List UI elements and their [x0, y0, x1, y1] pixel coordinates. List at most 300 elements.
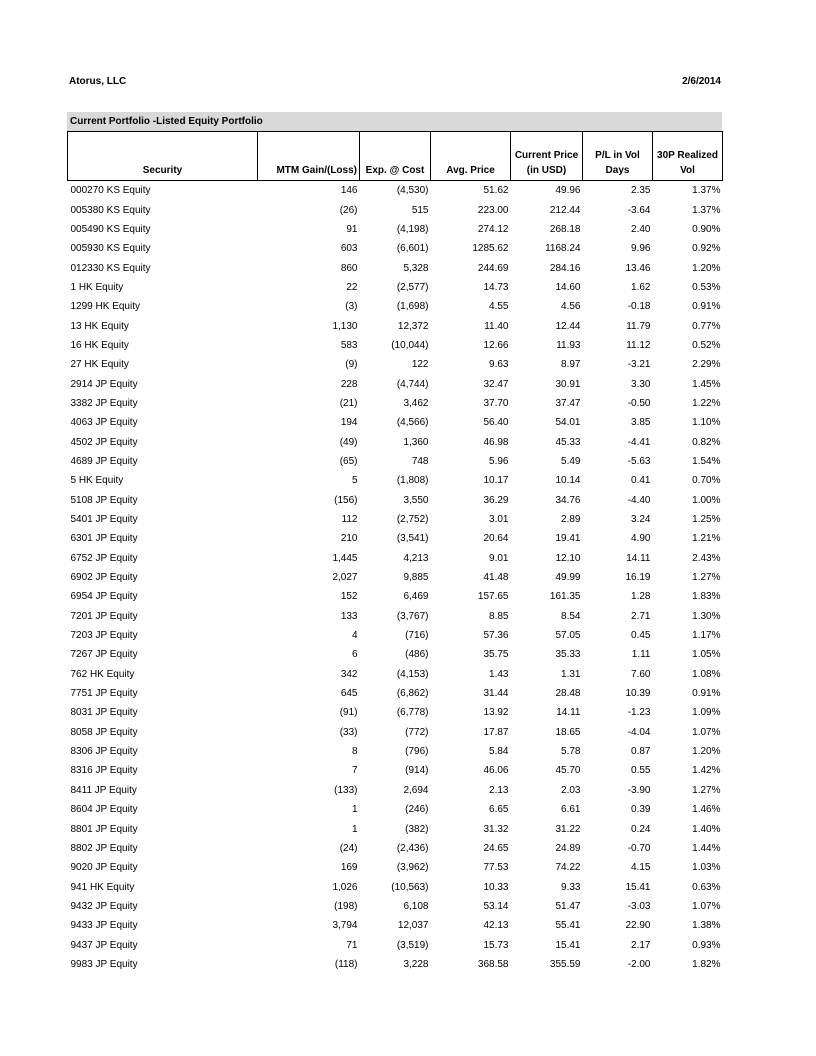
avg-price-cell: 5.96	[489, 455, 509, 467]
col-header-pl-vol-days: P/L in Vol Days	[583, 132, 653, 181]
avg-price-cell: 46.06	[483, 765, 509, 777]
portfolio-table	[67, 131, 723, 974]
exposure-at-cost-cell: 12,037	[397, 920, 429, 932]
security-cell: 7201 JP Equity	[70, 610, 138, 622]
col-header-current-price: Current Price (in USD)	[511, 132, 583, 181]
table-row	[68, 220, 723, 239]
pl-vol-days-cell: 0.55	[631, 765, 651, 777]
pl-vol-days-cell: 0.24	[631, 823, 651, 835]
current-price-cell: 49.96	[555, 185, 581, 197]
table-row	[68, 181, 723, 201]
mtm-gain-loss-cell: 112	[341, 514, 358, 526]
security-cell: 8316 JP Equity	[70, 765, 138, 777]
security-cell: 8604 JP Equity	[70, 804, 138, 816]
realized-vol-cell: 1.09%	[692, 707, 721, 719]
current-price-cell: 18.65	[555, 726, 581, 738]
col-header-security: Security	[68, 132, 258, 181]
mtm-gain-loss-cell: (49)	[339, 436, 358, 448]
col-header-mtm: MTM Gain/(Loss)	[258, 132, 360, 181]
mtm-gain-loss-cell: 133	[340, 610, 358, 622]
table-row	[68, 432, 723, 451]
security-cell: 5108 JP Equity	[70, 494, 138, 506]
avg-price-cell: 274.12	[477, 223, 509, 235]
avg-price-cell: 14.73	[483, 281, 509, 293]
pl-vol-days-cell: 3.85	[631, 417, 651, 429]
mtm-gain-loss-cell: (21)	[339, 397, 358, 409]
mtm-gain-loss-cell: 5	[351, 475, 358, 487]
current-price-cell: 24.89	[555, 842, 581, 854]
realized-vol-cell: 1.03%	[692, 862, 721, 874]
table-row	[68, 781, 723, 800]
security-cell: 16 HK Equity	[70, 339, 129, 351]
mtm-gain-loss-cell: 152	[340, 591, 358, 603]
col-header-avg-price: Avg. Price	[431, 132, 511, 181]
table-row	[68, 239, 723, 258]
avg-price-cell: 157.65	[477, 591, 509, 603]
security-cell: 005930 KS Equity	[70, 243, 151, 255]
security-cell: 9437 JP Equity	[70, 939, 138, 951]
exposure-at-cost-cell: (2,577)	[396, 281, 429, 293]
avg-price-cell: 35.75	[483, 649, 509, 661]
security-cell: 8031 JP Equity	[70, 707, 138, 719]
exposure-at-cost-cell: (2,752)	[396, 514, 429, 526]
current-price-cell: 2.89	[561, 514, 581, 526]
avg-price-cell: 12.66	[483, 339, 509, 351]
realized-vol-cell: 1.22%	[692, 397, 721, 409]
security-cell: 8058 JP Equity	[70, 726, 138, 738]
exposure-at-cost-cell: (6,862)	[396, 688, 429, 700]
realized-vol-cell: 1.42%	[692, 765, 721, 777]
security-cell: 4689 JP Equity	[70, 455, 138, 467]
exposure-at-cost-cell: (4,198)	[396, 223, 429, 235]
mtm-gain-loss-cell: 1,445	[332, 552, 358, 564]
table-header-row	[68, 132, 723, 181]
current-price-cell: 74.22	[555, 862, 581, 874]
table-row	[68, 877, 723, 896]
col-header-exposure: Exp. @ Cost	[360, 132, 431, 181]
avg-price-cell: 9.63	[489, 359, 509, 371]
pl-vol-days-cell: -0.50	[627, 397, 651, 409]
security-cell: 4063 JP Equity	[70, 417, 138, 429]
mtm-gain-loss-cell: 645	[340, 688, 358, 700]
security-cell: 005380 KS Equity	[70, 204, 151, 216]
avg-price-cell: 77.53	[483, 862, 509, 874]
current-price-cell: 10.14	[555, 475, 581, 487]
mtm-gain-loss-cell: 169	[340, 862, 358, 874]
security-cell: 1 HK Equity	[70, 281, 124, 293]
realized-vol-cell: 0.52%	[692, 339, 721, 351]
security-cell: 000270 KS Equity	[70, 185, 151, 197]
pl-vol-days-cell: 0.45	[631, 630, 651, 642]
avg-price-cell: 2.13	[489, 784, 509, 796]
current-price-cell: 28.48	[555, 688, 581, 700]
security-cell: 1299 HK Equity	[70, 301, 140, 313]
mtm-gain-loss-cell: 1	[351, 804, 358, 816]
company-name: Atorus, LLC	[69, 76, 127, 87]
security-cell: 9433 JP Equity	[70, 920, 138, 932]
exposure-at-cost-cell: 122	[411, 359, 429, 371]
realized-vol-cell: 1.20%	[692, 262, 721, 274]
pl-vol-days-cell: 2.40	[631, 223, 651, 235]
exposure-at-cost-cell: (6,778)	[396, 707, 429, 719]
realized-vol-cell: 1.10%	[692, 417, 721, 429]
table-row	[68, 452, 723, 471]
security-cell: 7203 JP Equity	[70, 630, 138, 642]
table-row	[68, 800, 723, 819]
mtm-gain-loss-cell: 2,027	[332, 572, 358, 584]
mtm-gain-loss-cell: 22	[346, 281, 358, 293]
pl-vol-days-cell: -5.63	[627, 455, 651, 467]
avg-price-cell: 15.73	[483, 939, 509, 951]
security-cell: 005490 KS Equity	[70, 223, 151, 235]
realized-vol-cell: 2.29%	[692, 359, 721, 371]
table-row	[68, 935, 723, 954]
exposure-at-cost-cell: (10,044)	[391, 339, 429, 351]
table-row	[68, 723, 723, 742]
realized-vol-cell: 1.54%	[692, 455, 721, 467]
exposure-at-cost-cell: 5,328	[403, 262, 429, 274]
current-price-cell: 31.22	[555, 823, 581, 835]
realized-vol-cell: 1.00%	[692, 494, 721, 506]
current-price-cell: 161.35	[549, 591, 581, 603]
table-row	[68, 684, 723, 703]
realized-vol-cell: 2.43%	[692, 552, 721, 564]
exposure-at-cost-cell: 9,885	[403, 572, 429, 584]
pl-vol-days-cell: 10.39	[625, 688, 651, 700]
mtm-gain-loss-cell: 146	[340, 185, 358, 197]
realized-vol-cell: 1.07%	[692, 726, 721, 738]
table-row	[68, 955, 723, 974]
security-cell: 6301 JP Equity	[70, 533, 138, 545]
exposure-at-cost-cell: 6,469	[403, 591, 429, 603]
table-row	[68, 413, 723, 432]
realized-vol-cell: 0.93%	[692, 939, 721, 951]
current-price-cell: 49.99	[555, 572, 581, 584]
exposure-at-cost-cell: 3,228	[403, 958, 429, 970]
pl-vol-days-cell: 14.11	[626, 552, 651, 564]
pl-vol-days-cell: 2.35	[631, 185, 651, 197]
realized-vol-cell: 1.37%	[692, 185, 721, 197]
mtm-gain-loss-cell: 603	[340, 243, 358, 255]
table-row	[68, 258, 723, 277]
table-row	[68, 510, 723, 529]
realized-vol-cell: 1.07%	[692, 900, 721, 912]
realized-vol-cell: 1.25%	[692, 514, 721, 526]
security-cell: 941 HK Equity	[70, 881, 135, 893]
security-cell: 6902 JP Equity	[70, 572, 138, 584]
avg-price-cell: 24.65	[483, 842, 509, 854]
exposure-at-cost-cell: (246)	[405, 804, 429, 816]
mtm-gain-loss-cell: (9)	[345, 359, 358, 371]
mtm-gain-loss-cell: (3)	[345, 301, 358, 313]
realized-vol-cell: 0.91%	[692, 301, 721, 313]
security-cell: 4502 JP Equity	[70, 436, 138, 448]
pl-vol-days-cell: 1.11	[631, 649, 651, 661]
mtm-gain-loss-cell: (198)	[334, 900, 358, 912]
pl-vol-days-cell: 11.79	[626, 320, 651, 332]
table-row	[68, 626, 723, 645]
current-price-cell: 212.44	[549, 204, 581, 216]
avg-price-cell: 9.01	[489, 552, 509, 564]
pl-vol-days-cell: -0.70	[627, 842, 651, 854]
pl-vol-days-cell: -3.03	[627, 900, 651, 912]
exposure-at-cost-cell: (4,153)	[396, 668, 429, 680]
current-price-cell: 14.60	[555, 281, 581, 293]
current-price-cell: 45.33	[555, 436, 581, 448]
table-row	[68, 278, 723, 297]
mtm-gain-loss-cell: 1,130	[332, 320, 358, 332]
exposure-at-cost-cell: 3,462	[403, 397, 429, 409]
realized-vol-cell: 1.17%	[692, 630, 721, 642]
security-cell: 6752 JP Equity	[70, 552, 138, 564]
security-cell: 9020 JP Equity	[70, 862, 138, 874]
avg-price-cell: 32.47	[483, 378, 509, 390]
avg-price-cell: 223.00	[477, 204, 509, 216]
exposure-at-cost-cell: (4,530)	[396, 185, 429, 197]
mtm-gain-loss-cell: 1	[351, 823, 358, 835]
table-row	[68, 374, 723, 393]
current-price-cell: 34.76	[555, 494, 581, 506]
pl-vol-days-cell: 1.28	[631, 591, 651, 603]
current-price-cell: 55.41	[555, 920, 581, 932]
realized-vol-cell: 0.77%	[692, 320, 721, 332]
avg-price-cell: 3.01	[489, 514, 509, 526]
pl-vol-days-cell: 13.46	[625, 262, 651, 274]
realized-vol-cell: 0.70%	[692, 475, 721, 487]
exposure-at-cost-cell: (3,962)	[396, 862, 429, 874]
security-cell: 7267 JP Equity	[70, 649, 138, 661]
table-row	[68, 297, 723, 316]
pl-vol-days-cell: 4.15	[631, 862, 651, 874]
current-price-cell: 54.01	[555, 417, 581, 429]
avg-price-cell: 57.36	[483, 630, 509, 642]
pl-vol-days-cell: 2.17	[631, 939, 651, 951]
avg-price-cell: 8.85	[489, 610, 509, 622]
exposure-at-cost-cell: (10,563)	[391, 881, 429, 893]
table-row	[68, 336, 723, 355]
avg-price-cell: 10.17	[483, 475, 509, 487]
current-price-cell: 11.93	[556, 339, 581, 351]
table-row	[68, 858, 723, 877]
avg-price-cell: 56.40	[483, 417, 509, 429]
mtm-gain-loss-cell: (91)	[339, 707, 358, 719]
current-price-cell: 5.49	[561, 455, 581, 467]
security-cell: 5401 JP Equity	[70, 514, 138, 526]
current-price-cell: 15.41	[555, 939, 581, 951]
security-cell: 9983 JP Equity	[70, 958, 138, 970]
pl-vol-days-cell: 0.41	[631, 475, 651, 487]
exposure-at-cost-cell: 3,550	[403, 494, 429, 506]
table-row	[68, 587, 723, 606]
pl-vol-days-cell: -3.21	[627, 359, 651, 371]
current-price-cell: 57.05	[555, 630, 581, 642]
table-row	[68, 703, 723, 722]
exposure-at-cost-cell: (3,767)	[396, 610, 429, 622]
mtm-gain-loss-cell: 6	[351, 649, 358, 661]
realized-vol-cell: 1.83%	[692, 591, 721, 603]
avg-price-cell: 53.14	[483, 900, 509, 912]
security-cell: 7751 JP Equity	[70, 688, 138, 700]
mtm-gain-loss-cell: 583	[340, 339, 358, 351]
table-row	[68, 471, 723, 490]
security-cell: 8802 JP Equity	[70, 842, 138, 854]
table-row	[68, 761, 723, 780]
avg-price-cell: 13.92	[483, 707, 509, 719]
avg-price-cell: 37.70	[483, 397, 509, 409]
exposure-at-cost-cell: 515	[411, 204, 429, 216]
portfolio-title: Current Portfolio -Listed Equity Portfolio	[67, 112, 722, 131]
mtm-gain-loss-cell: (65)	[339, 455, 358, 467]
exposure-at-cost-cell: (2,436)	[396, 842, 429, 854]
current-price-cell: 14.11	[556, 707, 581, 719]
exposure-at-cost-cell: (6,601)	[396, 243, 429, 255]
pl-vol-days-cell: -1.23	[627, 707, 651, 719]
mtm-gain-loss-cell: 194	[340, 417, 358, 429]
exposure-at-cost-cell: 6,108	[403, 900, 429, 912]
pl-vol-days-cell: -2.00	[627, 958, 651, 970]
exposure-at-cost-cell: (486)	[405, 649, 429, 661]
table-row	[68, 819, 723, 838]
exposure-at-cost-cell: (914)	[405, 765, 429, 777]
avg-price-cell: 31.44	[483, 688, 509, 700]
pl-vol-days-cell: 22.90	[625, 920, 651, 932]
avg-price-cell: 11.40	[484, 320, 509, 332]
mtm-gain-loss-cell: 342	[340, 668, 358, 680]
exposure-at-cost-cell: (796)	[405, 746, 429, 758]
realized-vol-cell: 0.92%	[692, 243, 721, 255]
realized-vol-cell: 1.20%	[692, 746, 721, 758]
security-cell: 13 HK Equity	[70, 320, 129, 332]
mtm-gain-loss-cell: (24)	[339, 842, 358, 854]
pl-vol-days-cell: 3.24	[631, 514, 651, 526]
current-price-cell: 30.91	[555, 378, 581, 390]
exposure-at-cost-cell: (4,744)	[396, 378, 429, 390]
mtm-gain-loss-cell: (26)	[339, 204, 358, 216]
table-row	[68, 916, 723, 935]
avg-price-cell: 41.48	[483, 572, 509, 584]
mtm-gain-loss-cell: 71	[346, 939, 358, 951]
security-cell: 9432 JP Equity	[70, 900, 138, 912]
realized-vol-cell: 0.90%	[692, 223, 721, 235]
pl-vol-days-cell: -3.64	[627, 204, 651, 216]
current-price-cell: 5.78	[561, 746, 581, 758]
current-price-cell: 19.41	[555, 533, 581, 545]
avg-price-cell: 51.62	[483, 185, 509, 197]
table-row	[68, 491, 723, 510]
table-row	[68, 645, 723, 664]
table-row	[68, 607, 723, 626]
exposure-at-cost-cell: (1,808)	[396, 475, 429, 487]
current-price-cell: 1168.24	[545, 243, 581, 255]
current-price-cell: 284.16	[549, 262, 581, 274]
pl-vol-days-cell: -4.41	[627, 436, 651, 448]
current-price-cell: 35.33	[555, 649, 581, 661]
pl-vol-days-cell: 16.19	[625, 572, 651, 584]
security-cell: 762 HK Equity	[70, 668, 135, 680]
avg-price-cell: 6.65	[489, 804, 509, 816]
table-row	[68, 200, 723, 219]
pl-vol-days-cell: 1.62	[631, 281, 651, 293]
current-price-cell: 268.18	[549, 223, 581, 235]
mtm-gain-loss-cell: (33)	[339, 726, 358, 738]
table-row	[68, 897, 723, 916]
exposure-at-cost-cell: (4,566)	[396, 417, 429, 429]
realized-vol-cell: 1.08%	[692, 668, 721, 680]
realized-vol-cell: 0.63%	[692, 881, 721, 893]
pl-vol-days-cell: 7.60	[631, 668, 651, 680]
current-price-cell: 45.70	[555, 765, 581, 777]
exposure-at-cost-cell: 12,372	[397, 320, 429, 332]
realized-vol-cell: 1.21%	[692, 533, 721, 545]
col-header-realized-vol: 30P Realized Vol	[653, 132, 723, 181]
exposure-at-cost-cell: (382)	[405, 823, 429, 835]
current-price-cell: 1.31	[561, 668, 581, 680]
table-row	[68, 568, 723, 587]
mtm-gain-loss-cell: 91	[346, 223, 358, 235]
current-price-cell: 4.56	[561, 301, 581, 313]
current-price-cell: 12.44	[555, 320, 581, 332]
pl-vol-days-cell: 15.41	[625, 881, 651, 893]
mtm-gain-loss-cell: (156)	[334, 494, 358, 506]
mtm-gain-loss-cell: 228	[340, 378, 358, 390]
realized-vol-cell: 1.45%	[692, 378, 721, 390]
realized-vol-cell: 1.37%	[692, 204, 721, 216]
realized-vol-cell: 1.46%	[692, 804, 721, 816]
security-cell: 5 HK Equity	[70, 475, 124, 487]
pl-vol-days-cell: 0.87	[631, 746, 651, 758]
realized-vol-cell: 1.40%	[692, 823, 721, 835]
pl-vol-days-cell: 9.96	[631, 243, 651, 255]
pl-vol-days-cell: 11.12	[626, 339, 651, 351]
mtm-gain-loss-cell: 1,026	[332, 881, 358, 893]
exposure-at-cost-cell: (772)	[405, 726, 429, 738]
table-row	[68, 665, 723, 684]
pl-vol-days-cell: -0.18	[627, 301, 651, 313]
exposure-at-cost-cell: (716)	[405, 630, 429, 642]
pl-vol-days-cell: 3.30	[631, 378, 651, 390]
realized-vol-cell: 1.82%	[692, 958, 721, 970]
pl-vol-days-cell: 4.90	[631, 533, 651, 545]
table-row	[68, 355, 723, 374]
realized-vol-cell: 1.30%	[692, 610, 721, 622]
current-price-cell: 12.10	[555, 552, 581, 564]
current-price-cell: 8.54	[561, 610, 581, 622]
exposure-at-cost-cell: 748	[411, 455, 429, 467]
mtm-gain-loss-cell: 860	[340, 262, 358, 274]
security-cell: 2914 JP Equity	[70, 378, 138, 390]
pl-vol-days-cell: 0.39	[631, 804, 651, 816]
avg-price-cell: 1.43	[489, 668, 509, 680]
security-cell: 27 HK Equity	[70, 359, 129, 371]
mtm-gain-loss-cell: (118)	[334, 958, 358, 970]
table-row	[68, 742, 723, 761]
current-price-cell: 8.97	[561, 359, 581, 371]
security-cell: 6954 JP Equity	[70, 591, 138, 603]
realized-vol-cell: 0.91%	[692, 688, 721, 700]
security-cell: 8801 JP Equity	[70, 823, 138, 835]
current-price-cell: 355.59	[549, 958, 581, 970]
mtm-gain-loss-cell: 210	[340, 533, 358, 545]
realized-vol-cell: 1.44%	[692, 842, 721, 854]
exposure-at-cost-cell: 1,360	[403, 436, 429, 448]
pl-vol-days-cell: 2.71	[631, 610, 651, 622]
table-row	[68, 839, 723, 858]
realized-vol-cell: 1.05%	[692, 649, 721, 661]
exposure-at-cost-cell: (1,698)	[396, 301, 429, 313]
realized-vol-cell: 1.38%	[692, 920, 721, 932]
exposure-at-cost-cell: (3,541)	[396, 533, 429, 545]
mtm-gain-loss-cell: 7	[351, 765, 358, 777]
